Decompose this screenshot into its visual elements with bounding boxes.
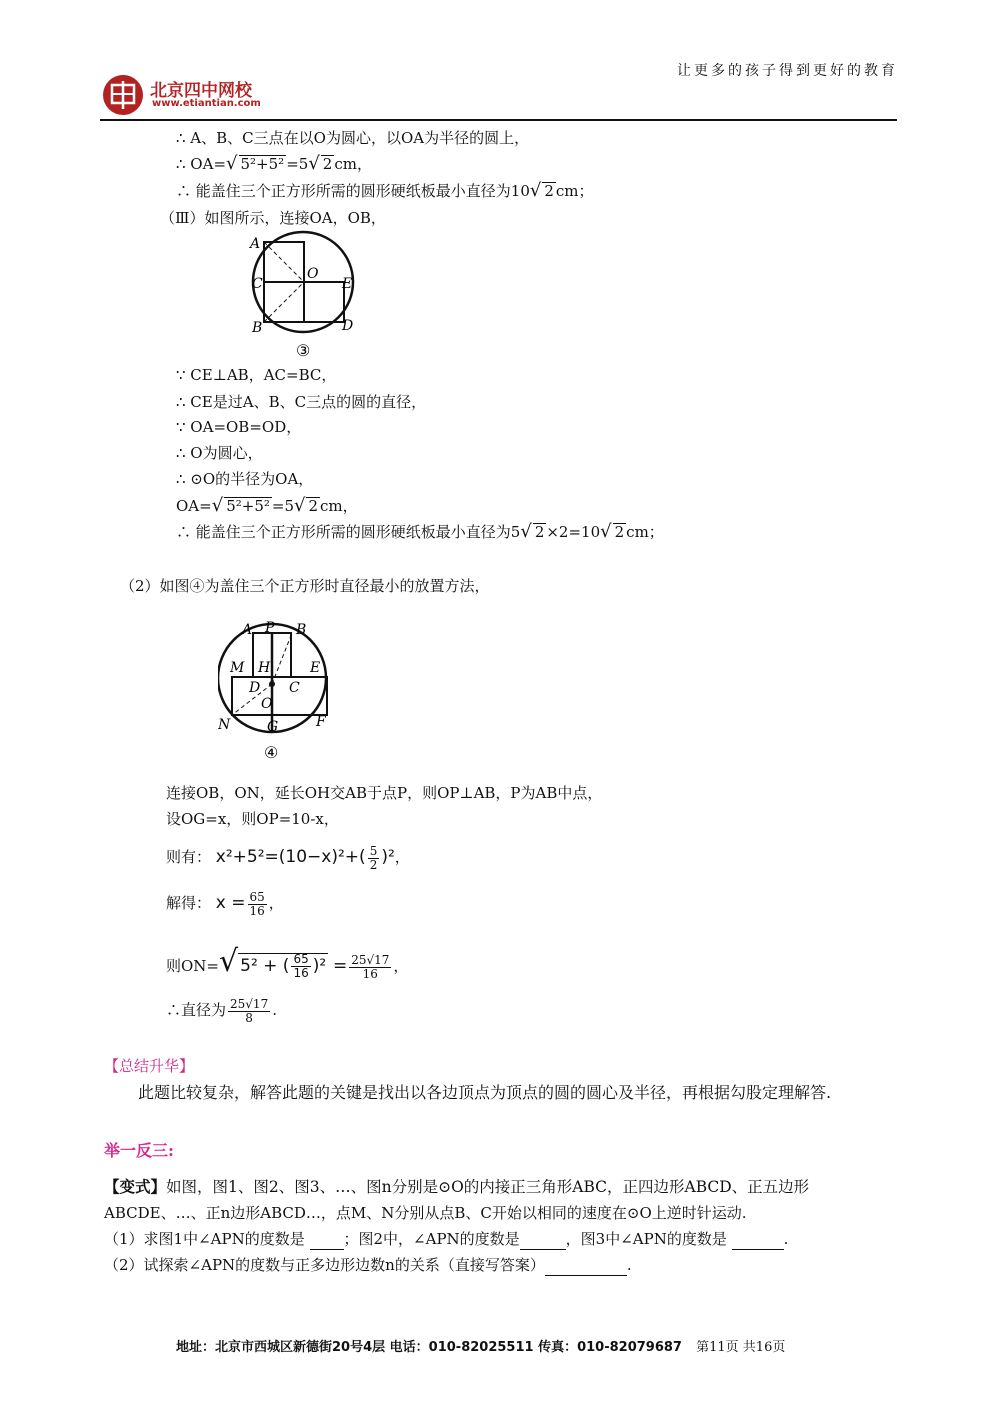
radicand: 2 (322, 155, 333, 173)
summary-heading: 【总结升华】 (104, 1057, 195, 1075)
label-d: D (249, 680, 261, 696)
sqrt-icon: √ (600, 521, 612, 542)
equation: 5² + ( (240, 956, 290, 976)
practice-heading: 举一反三: (104, 1141, 174, 1160)
text-line: ∴ ⊙O的半径为OA， (176, 470, 314, 488)
text-span: 则有： (166, 848, 212, 866)
text-span: 则ON= (166, 957, 219, 975)
radicand: 5²+5² (240, 155, 285, 173)
sqrt-icon: √ (520, 521, 532, 542)
figure-3-diagram (238, 230, 368, 362)
text-line: ∴ CE是过A、B、C三点的圆的直径， (176, 393, 427, 411)
denominator: 16 (293, 965, 309, 980)
answer-blank[interactable] (732, 1233, 784, 1250)
figure-3-caption: ③ (296, 341, 311, 360)
text-line: ∴ A、B、C三点在以O为圆心，以OA为半径的圆上， (176, 129, 530, 147)
text-span: =5 (286, 155, 309, 173)
denominator: 16 (249, 903, 265, 918)
answer-blank[interactable] (520, 1233, 566, 1250)
text-span: 解得： (166, 894, 212, 912)
text-span: ，图3中∠APN的度数是 (565, 1230, 727, 1248)
text-line (104, 1176, 809, 1198)
text-span: ∴ 能盖住三个正方形所需的圆形硬纸板最小直径为5 (176, 523, 521, 541)
sqrt-icon: √ (226, 153, 238, 174)
segment-ob (264, 282, 304, 322)
logo-name: 北京四中网校 (150, 81, 252, 101)
text-line (176, 521, 664, 543)
denominator: 16 (362, 966, 378, 981)
text-line (104, 1254, 632, 1276)
numerator: 65 (249, 889, 265, 904)
radicand: 2 (544, 182, 554, 200)
school-logo (100, 72, 290, 118)
equation-line (166, 840, 410, 874)
text-span: =5 (271, 497, 294, 515)
numerator: 5 (369, 843, 378, 858)
text-line (176, 180, 594, 202)
text-span: ∴ OA= (176, 155, 227, 173)
numerator: 25√17 (351, 952, 390, 967)
footer-address: 地址：北京市西城区新德街20号4层 电话：010-82025511 传真：010-82079687 (176, 1340, 682, 1355)
text-span: ， (393, 957, 409, 975)
fraction (368, 845, 380, 872)
square-shape (272, 633, 291, 677)
text-line: （2）如图④为盖住三个正方形时直径最小的放置方法， (120, 577, 490, 595)
center-point (269, 681, 275, 687)
text-line: ∵ CE⊥AB，AC=BC， (176, 366, 337, 384)
text-span: ， (268, 894, 284, 912)
label-a: A (242, 622, 253, 638)
radicand (238, 951, 328, 980)
text-span: OA= (176, 497, 212, 515)
label-n: N (218, 717, 231, 733)
text-line: （Ⅲ）如图所示，连接OA，OB， (160, 209, 386, 227)
sqrt-icon: √ (529, 180, 542, 201)
label-o: O (261, 696, 273, 712)
equation-line (166, 940, 408, 988)
text-span: cm， (334, 155, 372, 173)
label-b: B (252, 320, 263, 336)
fraction (248, 891, 267, 918)
radicand: 2 (614, 523, 625, 541)
text-span: cm， (320, 497, 358, 515)
radicand: 2 (308, 497, 319, 515)
equation: x = (215, 893, 246, 913)
sqrt-icon: √ (219, 944, 239, 979)
header-rule (100, 119, 897, 121)
fraction (228, 998, 270, 1025)
text-span: . (272, 1001, 277, 1019)
label-e: E (342, 276, 353, 292)
text-line: ∵ OA=OB=OD， (176, 418, 302, 436)
sqrt-icon: √ (308, 153, 320, 174)
equation-line (166, 886, 284, 920)
header-slogan: 让更多的孩子得到更好的教育 (677, 63, 898, 79)
figure-3 (238, 230, 368, 362)
equation: x²+5²=(10−x)²+( (215, 847, 366, 867)
sqrt-icon: √ (211, 495, 224, 516)
text-line: ABCDE、…、正n边形ABCD…，点M、N分别从点B、C开始以相同的速度在⊙O上逆时针运动. (104, 1204, 747, 1222)
equation: )² (312, 956, 327, 976)
text-span: （2）试探索∠APN的度数与正多边形边数n的关系（直接写答案） (104, 1256, 545, 1274)
label-m: M (230, 660, 245, 676)
page-number: 第11页 共16页 (696, 1340, 786, 1355)
text-line: 设OG=x，则OP=10-x， (166, 810, 339, 828)
figure-4-diagram (218, 618, 338, 766)
text-line (104, 1228, 788, 1250)
text-line (176, 495, 358, 517)
text-span: cm； (555, 182, 594, 200)
figure-4-caption: ④ (264, 743, 279, 762)
figure-4 (218, 618, 338, 766)
label-e: E (310, 660, 321, 676)
footer (176, 1336, 785, 1355)
text-span: ， (394, 848, 410, 866)
radicand: 2 (534, 523, 545, 541)
fraction (291, 953, 310, 980)
equation: )² (381, 847, 395, 867)
text-span: . (626, 1256, 632, 1274)
text-span: ∴直径为 (166, 1001, 227, 1019)
variant-tag: 【变式】 (104, 1177, 167, 1196)
logo-url: www.etiantian.com (152, 98, 261, 109)
label-o: O (307, 266, 319, 282)
label-c: C (252, 276, 263, 292)
equation: = (332, 956, 348, 976)
text-span: . (783, 1230, 789, 1248)
logo-emblem-icon (100, 72, 146, 118)
numerator: 65 (293, 951, 309, 966)
label-d: D (342, 318, 354, 334)
equation-line (166, 992, 277, 1028)
label-a: A (250, 236, 261, 252)
text-span: （1）求图1中∠APN的度数是 (104, 1230, 305, 1248)
label-p: P (265, 620, 275, 636)
label-c: C (289, 680, 300, 696)
label-f: F (316, 714, 326, 730)
text-line: 连接OB，ON，延长OH交AB于点P，则OP⊥AB，P为AB中点， (166, 784, 603, 802)
sqrt-icon: √ (294, 495, 306, 516)
text-span: cm； (626, 523, 664, 541)
answer-blank[interactable] (310, 1233, 344, 1250)
denominator: 2 (369, 857, 378, 872)
fraction (349, 954, 391, 981)
text-line: ∴ O为圆心， (176, 444, 263, 462)
label-h: H (258, 660, 271, 676)
text-span: ×2=10 (546, 523, 601, 541)
label-b: B (296, 622, 307, 638)
radicand: 5²+5² (226, 497, 270, 515)
denominator: 8 (245, 1010, 253, 1025)
text-span: ；图2中，∠APN的度数是 (343, 1230, 520, 1248)
numerator: 25√17 (230, 996, 269, 1011)
text-span: ∴ 能盖住三个正方形所需的圆形硬纸板最小直径为10 (176, 182, 530, 200)
summary-text: 此题比较复杂，解答此题的关键是找出以各边顶点为顶点的圆的圆心及半径，再根据勾股定理解答. (138, 1083, 832, 1102)
label-g: G (267, 719, 279, 735)
text-span: 如图，图1、图2、图3、…、图n分别是⊙O的内接正三角形ABC，正四边形ABCD、正五边形 (166, 1178, 810, 1196)
answer-blank[interactable] (545, 1259, 627, 1276)
text-line (176, 153, 372, 175)
segment-oa (264, 242, 304, 282)
